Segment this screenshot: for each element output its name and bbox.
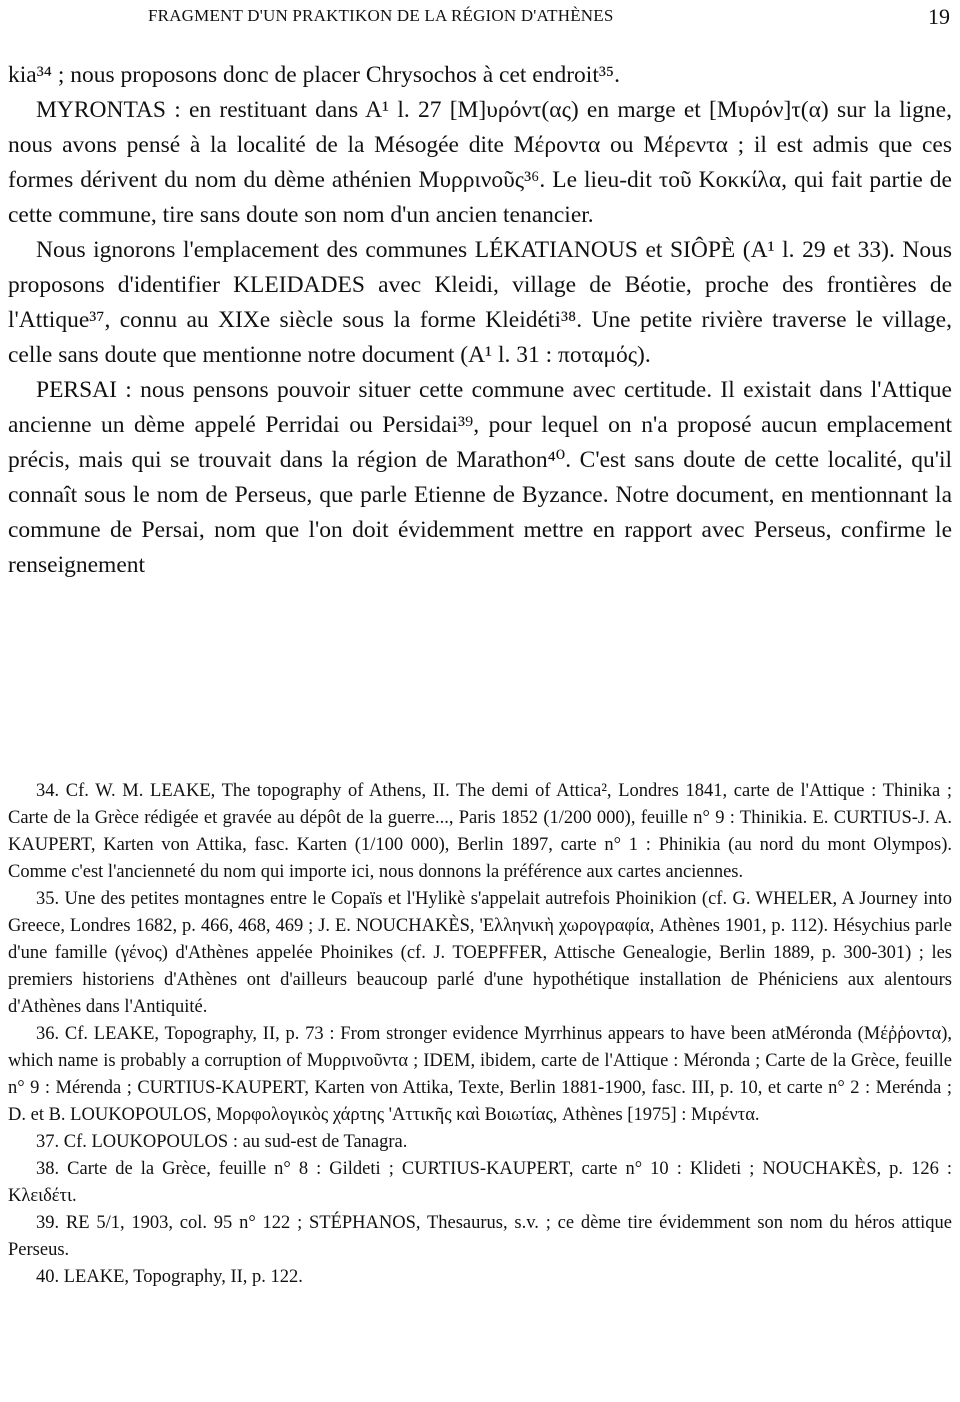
- page-number: 19: [928, 4, 950, 29]
- main-text: [8, 58, 952, 583]
- footnote-34: 34. Cf. W. M. LEAKE, The topography of Athens, II. The demi of Attica², Londres 1841, carte de l'Attique : Thinika ; Carte de la Grèce rédigée et gravée au dépôt de la guerre..., Paris 1852 (1/200 000), feuille n° 9 : Thinikia. E. CURTIUS-J. A. KAUPERT, Karten von Attika, fasc. Karten (1/100 000), Berlin 1897, carte n° 1 : Phinikia (au nord du mont Olympos). Comme c'est l'ancienneté du nom qui importe ici, nous donnons la préférence aux cartes anciennes.: [8, 781, 952, 882]
- footnote-35: 35. Une des petites montagnes entre le Copaïs et l'Hylikè s'appelait autrefois Phoinikion (cf. G. WHELER, A Journey into Greece, Londres 1682, p. 466, 468, 469 ; J. E. NOUCHAKÈS, 'Ελληνικὴ χωρογραφία, Athènes 1901, p. 112). Hésychius parle d'une famille (γένος) d'Athènes appelée Phoinikes (cf. J. TOEPFFER, Attische Genealogie, Berlin 1889, p. 300-301) ; les premiers historiens d'Athènes ont d'ailleurs beaucoup parlé d'une hypothétique installation de Phéniciens aux alentours d'Athènes dans l'Antiquité.: [8, 889, 952, 1017]
- footnote-38: 38. Carte de la Grèce, feuille n° 8 : Gildeti ; CURTIUS-KAUPERT, carte n° 10 : Klideti ; NOUCHAKÈS, p. 126 : Κλειδέτι.: [8, 1159, 952, 1206]
- footnote-36: 36. Cf. LEAKE, Topography, II, p. 73 : From stronger evidence Myrrhinus appears to have been atMéronda (Μέῤῥοντα), which name is probably a corruption of Μυρρινοῦντα ; IDEM, ibidem, carte de l'Attique : Méronda ; Carte de la Grèce, feuille n° 9 : Mérenda ; CURTIUS-KAUPERT, Karten von Attika, Texte, Berlin 1881-1900, fasc. III, p. 10, et carte n° 2 : Merénda ; D. et B. LOUKOPOULOS, Μορφολογικὸς χάρτης 'Αττικῆς καὶ Βοιωτίας, Athènes [1975] : Μιρέντα.: [8, 1024, 952, 1125]
- footnote-37: 37. Cf. LOUKOPOULOS : au sud-est de Tanagra.: [36, 1132, 408, 1152]
- paragraph-continuation: kia³⁴ ; nous proposons donc de placer Chrysochos à cet endroit³⁵.: [8, 62, 620, 88]
- footnote-39: 39. RE 5/1, 1903, col. 95 n° 122 ; STÉPHANOS, Thesaurus, s.v. ; ce dème tire évidemment son nom du héros attique Perseus.: [8, 1213, 952, 1260]
- footnotes: [8, 778, 952, 1291]
- running-header: [8, 6, 952, 36]
- paragraph-lekatianous: Nous ignorons l'emplacement des communes LÉKATIANOUS et SIÔPÈ (A¹ l. 29 et 33). Nous proposons d'identifier KLEIDADES avec Kleidi, village de Béotie, proche des frontières de l'Attique³⁷, connu au XIXe siècle sous la forme Kleidéti³⁸. Une petite rivière traverse le village, celle sans doute que mentionne notre document (A¹ l. 31 : ποταμός).: [8, 237, 952, 368]
- paragraph-persai: PERSAI : nous pensons pouvoir situer cette commune avec certitude. Il existait dans l'Attique ancienne un dème appelé Perridai ou Persidai³⁹, pour lequel on n'a proposé aucun emplacement précis, mais qui se trouvait dans la région de Marathon⁴⁰. C'est sans doute de cette localité, qu'il connaît sous le nom de Perseus, que parle Etienne de Byzance. Notre document, en mentionnant la commune de Persai, nom que l'on doit évidemment mettre en rapport avec Perseus, confirme le renseignement: [8, 377, 952, 578]
- paragraph-myrontas: MYRONTAS : en restituant dans A¹ l. 27 [Μ]υρόντ(ας) en marge et [Μυρόν]τ(α) sur la ligne, nous avons pensé à la localité de la Mésogée dite Μέροντα ou Μέρεντα ; il est admis que ces formes dérivent du nom du dème athénien Μυρρινοῦς³⁶. Le lieu-dit τοῦ Κοκκίλα, qui fait partie de cette commune, tire sans doute son nom d'un ancien tenancier.: [8, 97, 952, 228]
- footnote-40: 40. LEAKE, Topography, II, p. 122.: [36, 1267, 303, 1287]
- running-title: FRAGMENT D'UN PRAKTIKON DE LA RÉGION D'ATHÈNES: [148, 6, 614, 25]
